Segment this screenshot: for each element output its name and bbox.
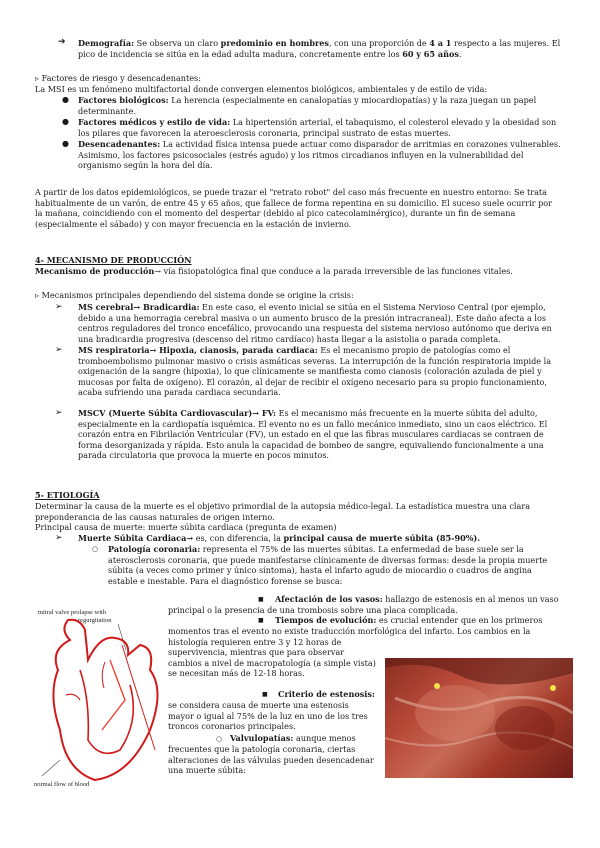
retrato-paragraph: A partir de los datos epidemiológicos, se puede trazar el "retrato robot" del caso más frecuente en nuestro entorno: Se trata habitualmente de un varón, de entre 45 y 65 años, que fallece de forma repentina en su domicilio. El suceso suele ocurrir por la mañana, coincidiendo con el momento del despertar (debido al pico catecolaminérgico), durante un fin de semana (especialmente el sábado) y con mayor frecuencia en la estación de invierno. xyxy=(35,187,553,229)
mecanismo-definition: Mecanismo de producción→ vía fisiopatológica final que conduce a la parada irreversible de las funciones vitales. xyxy=(35,266,513,276)
autopsy-photo xyxy=(385,658,573,778)
figure-label-prolapse: mitral valve prolapse with xyxy=(38,609,107,616)
photo-marker xyxy=(434,683,440,689)
circle-bullet-icon: ○ xyxy=(92,545,99,553)
arrow-bullet-icon: ➢ xyxy=(55,533,63,543)
mecanismo-item-cerebral: MS cerebral→ Bradicardia: En este caso, el evento inicial se sitúa en el Sistema Nervioso Central (por ejemplo, debido a una hemorragia cerebral masiva o un aumento brusco de la presión intracraneal). Este daño afecta a los centros reguladores del tronco encefálico, provocando una respuesta del sistema nervioso autónomo que deriva en una bradicardia progresiva (descenso del ritmo cardíaco) hasta llegar a la asistolia o parada completa. xyxy=(78,302,552,344)
heart-valve-diagram xyxy=(30,600,190,790)
dot-bullet-icon: ● xyxy=(62,117,69,126)
factores-heading: ▹ Factores de riesgo y desencadenantes: xyxy=(35,73,201,83)
valvulo-rest: frecuentes que la patología coronaria, ciertas alteraciones de las válvulas pueden desencadenar una muerte súbita: xyxy=(168,744,374,776)
tiempos-line-1: Tiempos de evolución: es crucial entender que en los primeros xyxy=(275,615,543,625)
square-bullet-icon: ■ xyxy=(262,691,268,698)
criterio-label: Criterio de estenosis: xyxy=(278,689,375,699)
factor-item-medicos: Factores médicos y estilo de vida: La hipertensión arterial, el tabaquismo, el colesterol elevado y la obesidad son los pilares que favorecen la ateroesclerosis coronaria, principal sustrato de estas muertes. xyxy=(78,117,557,138)
valvulo-line-1: Valvulopatías: aunque menos xyxy=(230,733,356,743)
section-heading-mecanismo: 4- MECANISMO DE PRODUCCIÓN xyxy=(35,255,192,265)
factor-item-biologicos: Factores biológicos: La herencia (especialmente en canalopatías y miocardiopatías) y la raza juegan un papel determinante. xyxy=(78,95,537,116)
mecanismo-item-respiratoria: MS respiratoria→ Hipoxia, cianosis, parada cardiaca: Es el mecanismo propio de patologías como el tromboembolismo pulmonar masivo o crisis asmáticas severas. La interrupción de la función respiratoria impide la oxigenación de la sangre (hipoxia), lo que clínicamente se manifiesta como cianosis (coloración azulada de piel y mucosas por falta de oxígeno). El corazón, al dejar de recibir el oxígeno necesario para su propio funcionamiento, acaba sufriendo una parada cardiaca secundaria. xyxy=(78,345,552,398)
triangle-bullet-icon: ▹ xyxy=(35,290,42,300)
photo-texture xyxy=(385,658,573,778)
arrow-bullet-icon: ➢ xyxy=(55,302,63,312)
circle-bullet-icon: ○ xyxy=(216,735,223,743)
square-bullet-icon: ■ xyxy=(258,617,264,624)
photo-marker xyxy=(550,685,556,691)
mecanismo-item-mscv: MSCV (Muerte Súbita Cardiovascular)→ FV: Es el mecanismo más frecuente en la muerte súbita del adulto, especialmente en la cardiopatía isquémica. El evento no es un fallo mecánico inmediato, sino un caos eléctrico. El corazón entra en Fibrilación Ventricular (FV), un estado en el que las fibras musculares cardiacas se contraen de forma desorganizada y rápida. Esto anula la capacidad de bombeo de sangre, equivaliendo funcionalmente a una parada circulatoria que provoca la muerte en pocos minutos. xyxy=(78,408,548,461)
dot-bullet-icon: ● xyxy=(62,139,69,148)
demografia-line-2: pico de incidencia se sitúa en la edad adulta madura, concretamente entre los 60 y 65 años. xyxy=(78,49,462,59)
mecanismo-sub: ▹ Mecanismos principales dependiendo del sistema donde se origine la crisis: xyxy=(35,290,354,300)
criterio-lines: se considera causa de muerte una estenosis mayor o igual al 75% de la luz en uno de los tres troncos coronarios principales. xyxy=(168,700,368,732)
figure-label-normal-flow: normal flow of blood xyxy=(34,781,90,788)
square-bullet-icon: ■ xyxy=(258,596,264,603)
factores-intro: La MSI es un fenómeno multifactorial donde convergen elementos biológicos, ambientales y de estilo de vida: xyxy=(35,84,488,94)
demografia-line-1: Demografía: Se observa un claro predominio en hombres, con una proporción de 4 a 1 respecto a las mujeres. El xyxy=(78,38,561,48)
msc-line: Muerte Súbita Cardiaca→ es, con diferencia, la principal causa de muerte súbita (85-90%). xyxy=(78,533,481,543)
dot-bullet-icon: ● xyxy=(62,95,69,104)
arrow-bullet-icon: ➔ xyxy=(58,37,66,47)
vasos-line-2: principal o la presencia de una trombosis sobre una placa complicada. xyxy=(168,605,458,615)
factor-item-desencadenantes: Desencadenantes: La actividad física intensa puede actuar como disparador de arritmias en corazones vulnerables. Asimismo, los factores psicosociales (estrés agudo) y los ritmos circadianos influyen en la vulnerabilidad del organismo según la hora del día. xyxy=(78,139,561,171)
tiempos-rest: momentos tras el evento no existe traducción morfológica del infarto. Los cambios en la histología requieren entre 3 y 12 horas de supervivencia, mientras que para observar cambios a nivel de macropatología (a simple vista) se necesitan más de 12-18 horas. xyxy=(168,626,531,679)
etiologia-intro: Determinar la causa de la muerte es el objetivo primordial de la autopsia médico-legal. La estadística muestra una clara preponderancia de las causas naturales de origen interno. Principal causa de muerte: muerte súbita cardiaca (pregunta de examen) xyxy=(35,501,531,533)
triangle-bullet-icon: ▹ xyxy=(35,73,42,83)
figure-label-regurgitation: regurgitation xyxy=(78,617,112,624)
vasos-line-1: Afectación de los vasos: hallazgo de estenosis en al menos un vaso xyxy=(275,594,559,604)
coronaria-paragraph: Patología coronaria: representa el 75% de las muertes súbitas. La enfermedad de base suele ser la aterosclerosis coronaria, que puede manifestarse clínicamente de diversas formas: desde la propia muerte súbita (a veces como primer y único síntoma), hasta el infarto agudo de miocardio o cuadros de angina estable e inestable. Para el diagnóstico forense se busca: xyxy=(108,544,548,586)
section-heading-etiologia: 5- ETIOLOGÍA xyxy=(35,490,100,500)
arrow-bullet-icon: ➢ xyxy=(55,345,63,355)
arrow-bullet-icon: ➢ xyxy=(55,408,63,418)
